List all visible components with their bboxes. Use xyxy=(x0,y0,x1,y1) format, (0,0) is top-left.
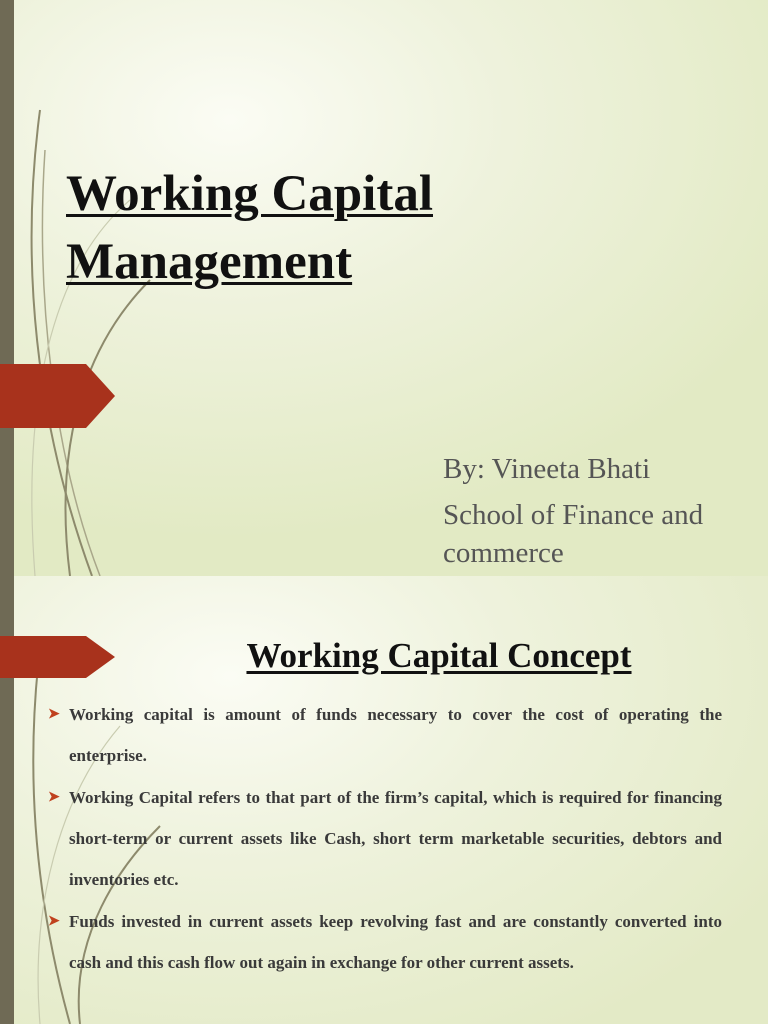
author-name: By: Vineeta Bhati xyxy=(443,453,651,485)
title-line-1: Working Capital xyxy=(66,166,433,222)
bullet-list xyxy=(46,694,722,984)
bullet-text: Funds invested in current assets keep revolving fast and are constantly converted into cash and this cash flow out again in exchange for other current assets. xyxy=(69,912,722,972)
byline xyxy=(443,450,763,572)
arrow-bullet-icon: ➤ xyxy=(48,790,60,805)
list-item xyxy=(46,694,722,776)
bullet-text: Working capital is amount of funds necessary to cover the cost of operating the enterprise. xyxy=(69,705,722,765)
bullet-text: Working Capital refers to that part of the firm’s capital, which is required for financing short-term or current assets like Cash, short term marketable securities, debtors and inventories etc. xyxy=(69,788,722,889)
arrow-bullet-icon: ➤ xyxy=(48,914,60,929)
list-item xyxy=(46,901,722,983)
slide-title: Working Capital Concept xyxy=(246,636,632,675)
arrow-bullet-icon: ➤ xyxy=(48,707,60,722)
title-line-2: Management xyxy=(66,234,353,290)
slide-title xyxy=(66,160,433,296)
concept-slide xyxy=(0,576,768,1024)
school-name: School of Finance and commerce xyxy=(443,499,704,569)
list-item xyxy=(46,777,722,900)
